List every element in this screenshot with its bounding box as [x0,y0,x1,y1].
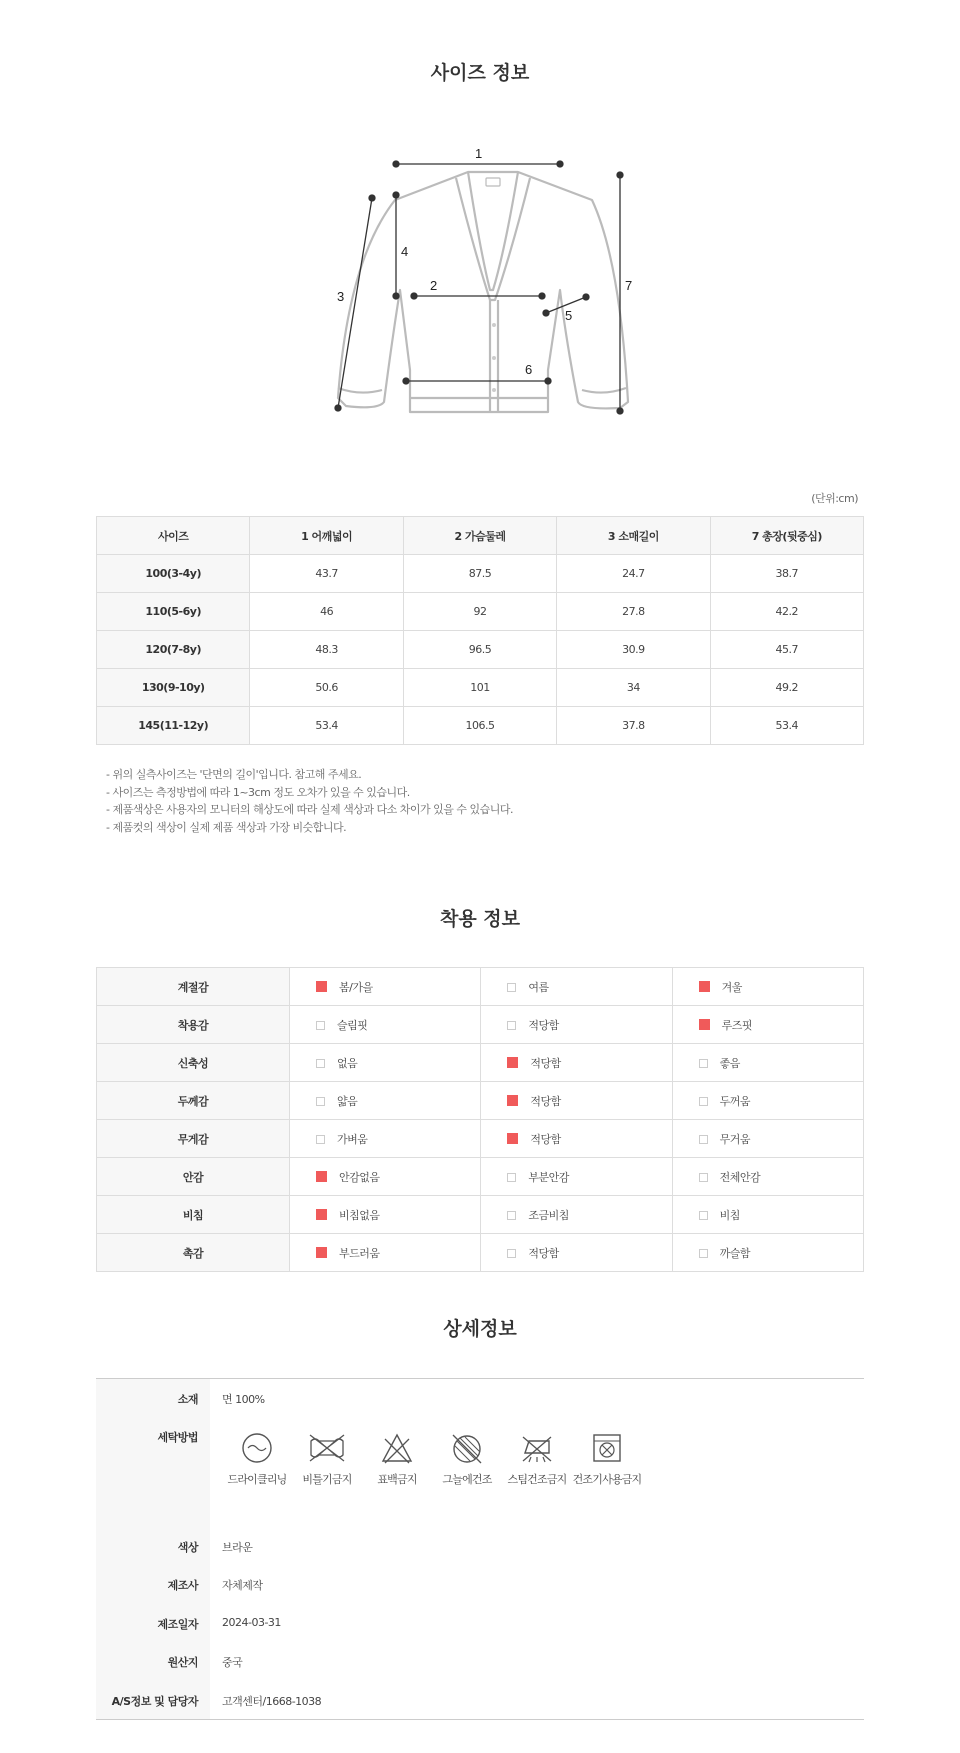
wear-option-label: 까슬함 [719,1246,751,1260]
wear-option [672,1158,863,1196]
unchecked-box-icon [316,1021,325,1030]
diagram-label-2: 2 [430,278,438,293]
wear-option [290,1006,481,1044]
diagram-label-1: 1 [475,146,483,161]
table-row [97,1120,864,1158]
color-label: 색상 [177,1541,198,1554]
unchecked-box-icon [699,1135,708,1144]
value-cell: 101 [403,669,556,707]
care-item [362,1431,432,1487]
care-item [222,1431,292,1487]
wear-option [672,1044,863,1082]
wear-option [672,968,863,1006]
wear-option-label: 적당함 [530,1094,561,1108]
wear-option-label: 루즈핏 [721,1018,753,1032]
size-table [96,516,864,745]
checked-box-icon [316,1209,327,1220]
value-cell: 87.5 [403,555,556,593]
size-cell: 145(11-12y) [97,707,250,745]
table-row [97,968,864,1006]
wear-option [290,1044,481,1082]
size-notes [106,766,513,836]
wear-option-label: 적당함 [530,1056,561,1070]
wear-option-label: 적당함 [530,1132,561,1146]
value-cell: 96.5 [403,631,556,669]
unchecked-box-icon [316,1059,325,1068]
detail-info-title: 상세정보 [443,1318,517,1340]
size-info-title: 사이즈 정보 [430,62,530,84]
table-row [97,1044,864,1082]
size-cell: 120(7-8y) [97,631,250,669]
value-cell: 45.7 [710,631,863,669]
checked-box-icon [507,1057,518,1068]
value-cell: 38.7 [710,555,863,593]
value-cell: 37.8 [557,707,710,745]
wear-option [290,1082,481,1120]
diagram-label-6: 6 [525,362,533,377]
material-value: 면 100% [222,1393,265,1406]
unchecked-box-icon [316,1097,325,1106]
wear-option-label: 안감없음 [339,1170,380,1184]
size-cell: 100(3-4y) [97,555,250,593]
unchecked-box-icon [507,1211,516,1220]
size-cell: 130(9-10y) [97,669,250,707]
care-item [572,1431,642,1487]
table-row [97,1196,864,1234]
value-cell: 106.5 [403,707,556,745]
wear-option-label: 겨울 [721,980,742,994]
origin-value: 중국 [222,1656,243,1669]
wear-info-table [96,967,864,1272]
unchecked-box-icon [507,1021,516,1030]
detail-info-table [96,1378,864,1720]
wear-option [290,1120,481,1158]
value-cell: 30.9 [557,631,710,669]
wear-info-title: 착용 정보 [439,908,521,930]
size-table-header [97,517,864,555]
wear-option [481,968,672,1006]
value-cell: 46 [250,593,403,631]
unchecked-box-icon [507,1173,516,1182]
maker-value: 자체제작 [222,1579,263,1592]
wear-row-label: 비침 [97,1196,290,1234]
wear-option-label: 적당함 [528,1018,559,1032]
wear-option-label: 두꺼움 [719,1094,751,1108]
checked-box-icon [316,1171,327,1182]
value-cell: 34 [557,669,710,707]
wear-option-label: 없음 [337,1056,358,1070]
wear-option [672,1082,863,1120]
table-row [97,1234,864,1272]
wear-option [290,968,481,1006]
wear-option [672,1006,863,1044]
table-row [97,669,864,707]
wear-option-label: 비침없음 [339,1208,380,1222]
maker-label: 제조사 [167,1579,198,1592]
wear-row-label: 착용감 [97,1006,290,1044]
note-line: - 제품색상은 사용자의 모니터의 해상도에 따라 실제 색상과 다소 차이가 있을 수 있습니다. [106,803,513,816]
checked-box-icon [316,981,327,992]
wash-label: 세탁방법 [157,1431,198,1444]
table-row [97,1082,864,1120]
wear-option-label: 비침 [719,1208,740,1222]
value-cell: 50.6 [250,669,403,707]
care-item [432,1431,502,1487]
care-label: 비틀기금지 [302,1473,352,1486]
value-cell: 42.2 [710,593,863,631]
table-row [97,1006,864,1044]
wear-option [481,1006,672,1044]
value-cell: 53.4 [250,707,403,745]
value-cell: 24.7 [557,555,710,593]
header-size: 사이즈 [97,517,250,555]
cardigan-measurement-diagram [320,140,640,430]
header-chest: 2 가슴둘레 [403,517,556,555]
as-value: 고객센터/1668-1038 [222,1695,322,1708]
value-cell: 43.7 [250,555,403,593]
header-length: 7 총장(뒷중심) [710,517,863,555]
value-cell: 49.2 [710,669,863,707]
wear-option [481,1158,672,1196]
wear-option-label: 부드러움 [339,1246,380,1260]
header-sleeve: 3 소매길이 [557,517,710,555]
wear-row-label: 촉감 [97,1234,290,1272]
diagram-label-5: 5 [565,308,573,323]
note-line: - 위의 실측사이즈는 '단면의 길이'입니다. 참고해 주세요. [106,768,362,781]
dry-clean-icon [240,1431,274,1465]
checked-box-icon [507,1133,518,1144]
wear-option [481,1082,672,1120]
unchecked-box-icon [699,1097,708,1106]
wear-option-label: 무거움 [719,1132,751,1146]
care-item [292,1431,362,1487]
wear-option-label: 적당함 [528,1246,559,1260]
wear-option [290,1234,481,1272]
wear-option-label: 전체안감 [719,1170,761,1184]
diagram-label-3: 3 [337,289,345,304]
origin-label: 원산지 [167,1656,198,1669]
wear-option-label: 슬림핏 [337,1018,368,1032]
no-bleach-icon [380,1431,414,1465]
table-row [97,555,864,593]
table-row [97,593,864,631]
unchecked-box-icon [316,1135,325,1144]
checked-box-icon [699,1019,710,1030]
no-wring-icon [307,1431,347,1465]
diagram-label-7: 7 [625,278,633,293]
unchecked-box-icon [699,1249,708,1258]
wear-option [672,1196,863,1234]
no-steam-dry-icon [519,1431,555,1465]
wear-option [290,1158,481,1196]
checked-box-icon [699,981,710,992]
note-line: - 사이즈는 측정방법에 따라 1~3cm 정도 오차가 있을 수 있습니다. [106,785,410,799]
unchecked-box-icon [699,1059,708,1068]
care-label: 드라이클리닝 [227,1473,287,1486]
wear-option-label: 여름 [528,980,549,994]
care-item [502,1431,572,1487]
wear-row-label: 무게감 [97,1120,290,1158]
note-line: - 제품컷의 색상이 실제 제품 색상과 가장 비슷합니다. [106,820,347,834]
unchecked-box-icon [507,983,516,992]
wear-option [672,1234,863,1272]
care-label: 건조기사용금지 [572,1473,642,1486]
unchecked-box-icon [699,1173,708,1182]
unchecked-box-icon [699,1211,708,1220]
wear-row-label: 두께감 [97,1082,290,1120]
value-cell: 53.4 [710,707,863,745]
table-row [97,707,864,745]
wear-row-label: 계절감 [97,968,290,1006]
value-cell: 92 [403,593,556,631]
header-shoulder: 1 어깨넓이 [250,517,403,555]
wear-option-label: 좋음 [719,1056,740,1070]
wear-row-label: 신축성 [97,1044,290,1082]
table-row [97,631,864,669]
wear-option [481,1044,672,1082]
care-label: 그늘에건조 [442,1473,492,1486]
diagram-label-4: 4 [401,244,409,259]
wear-option [481,1196,672,1234]
table-row [97,1158,864,1196]
wear-option-label: 봄/가을 [339,980,373,994]
wear-option [481,1120,672,1158]
checked-box-icon [316,1247,327,1258]
wear-option [290,1196,481,1234]
date-value: 2024-03-31 [222,1616,281,1629]
date-label: 제조일자 [157,1618,198,1631]
value-cell: 27.8 [557,593,710,631]
wear-option [672,1120,863,1158]
wear-option-label: 가벼움 [337,1132,368,1146]
wear-option-label: 부분안감 [528,1170,569,1184]
care-label: 표백금지 [377,1473,417,1486]
wear-option [481,1234,672,1272]
checked-box-icon [507,1095,518,1106]
no-tumble-dry-icon [590,1431,624,1465]
size-cell: 110(5-6y) [97,593,250,631]
wear-option-label: 조금비침 [528,1208,569,1222]
unchecked-box-icon [507,1249,516,1258]
unit-label: (단위:cm) [811,492,858,505]
wear-row-label: 안감 [97,1158,290,1196]
value-cell: 48.3 [250,631,403,669]
shade-dry-icon [449,1431,485,1465]
care-label: 스팀건조금지 [507,1473,567,1486]
as-label: A/S정보 및 담당자 [111,1695,198,1708]
material-label: 소재 [177,1393,198,1406]
color-value: 브라운 [222,1541,253,1554]
wear-option-label: 얇음 [337,1094,358,1108]
